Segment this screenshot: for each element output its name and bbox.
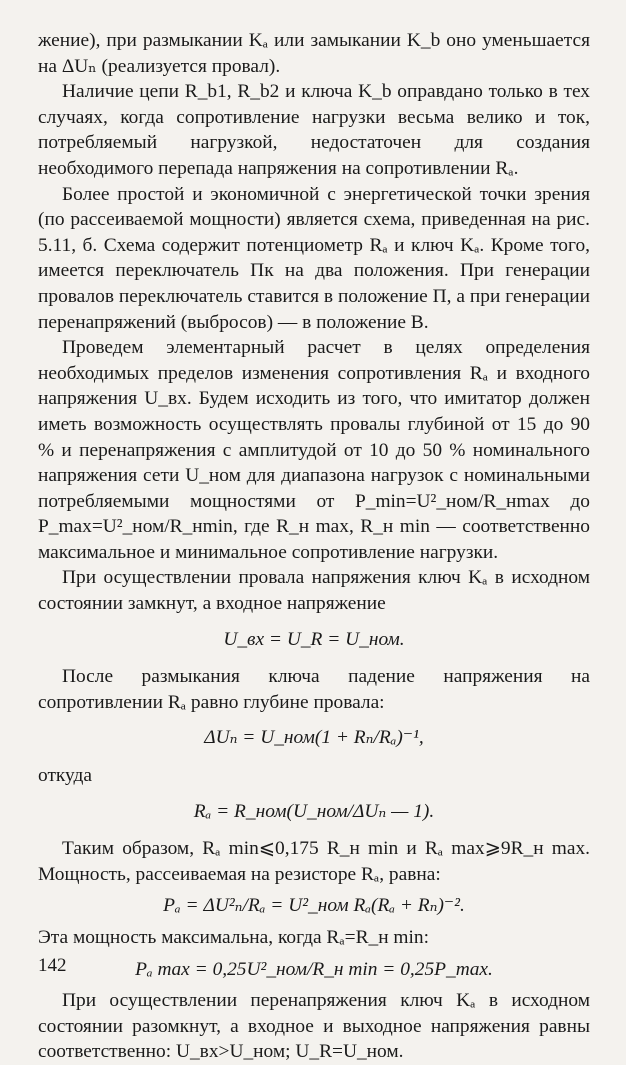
paragraph-10: При осуществлении перенапряжения ключ Kₐ в исходном состоянии разомкнут, а входное и выходное напряжения равны соответственно: U_вх>U_ном; U_R=U_ном. [38,990,590,1063]
paragraph-2: Наличие цепи R_b1, R_b2 и ключа K_b оправдано только в тех случаях, когда сопротивление нагрузки весьма велико и ток, потребляемый нагрузкой, недостаточен для создания необходимого перепада напряжения на сопротивлении Rₐ. [38,81,590,179]
formula-4: Pₐ = ΔU²ₙ/Rₐ = U²_ном Rₐ(Rₐ + Rₙ)⁻². [163,895,465,917]
formula-5: Pₐ max = 0,25U²_ном/R_н min = 0,25P_max. [135,958,493,980]
page-number: 142 [38,955,67,976]
paragraph-3: Более простой и экономичной с энергетической точки зрения (по рассеиваемой мощности) является схема, приведенная на рис. 5.11, б. Схема содержит потенциометр Rₐ и ключ Kₐ. Кроме того, имеется переключатель Пк на два положения. При генерации провалов переключатель ставится в положение П, а при генерации перенапряжений (выбросов) — в положение В. [38,183,590,333]
formula-1: U_вх = U_R = U_ном. [223,628,405,650]
paragraph-8: Таким образом, Rₐ min⩽0,175 R_н min и Rₐ max⩾9R_н max. Мощность, рассеиваемая на резисторе Rₐ, равна: [38,838,590,885]
paragraph-7: откуда [38,765,93,787]
paragraph-5: При осуществлении провала напряжения ключ Kₐ в исходном состоянии замкнут, а входное напряжение [38,567,590,615]
formula-3: Rₐ = R_ном(U_ном/ΔUₙ — 1). [193,800,435,822]
paragraph-9: Эта мощность максимальна, когда Rₐ=R_н min: [38,927,429,948]
paragraph-4: Проведем элементарный расчет в целях определения необходимых пределов изменения сопротивления Rₐ и входного напряжения U_вх. Будем исходить из того, что имитатор должен иметь возможность осуществлять провалы глубиной от 15 до 90 % и перенапряжения с амплитудой от 10 до 50 % номинального напряжения сети U_ном для диапазона нагрузок с номинальными потребляемыми мощностями от P_min=U²_ном/R_нmax до P_max=U²_ном/R_нmin, где R_н max, R_н min — соответственно максимальное и минимальное сопротивление нагрузки. [38,337,590,563]
paragraph-1: жение), при размыкании Kₐ или замыкании K_b оно уменьшается на ΔUₙ (реализуется провал). [38,30,590,77]
paragraph-6: После размыкания ключа падение напряжения на сопротивлении Rₐ равно глубине провала: [38,666,590,713]
formula-2: ΔUₙ = U_ном(1 + Rₙ/Rₐ)⁻¹, [204,727,424,749]
